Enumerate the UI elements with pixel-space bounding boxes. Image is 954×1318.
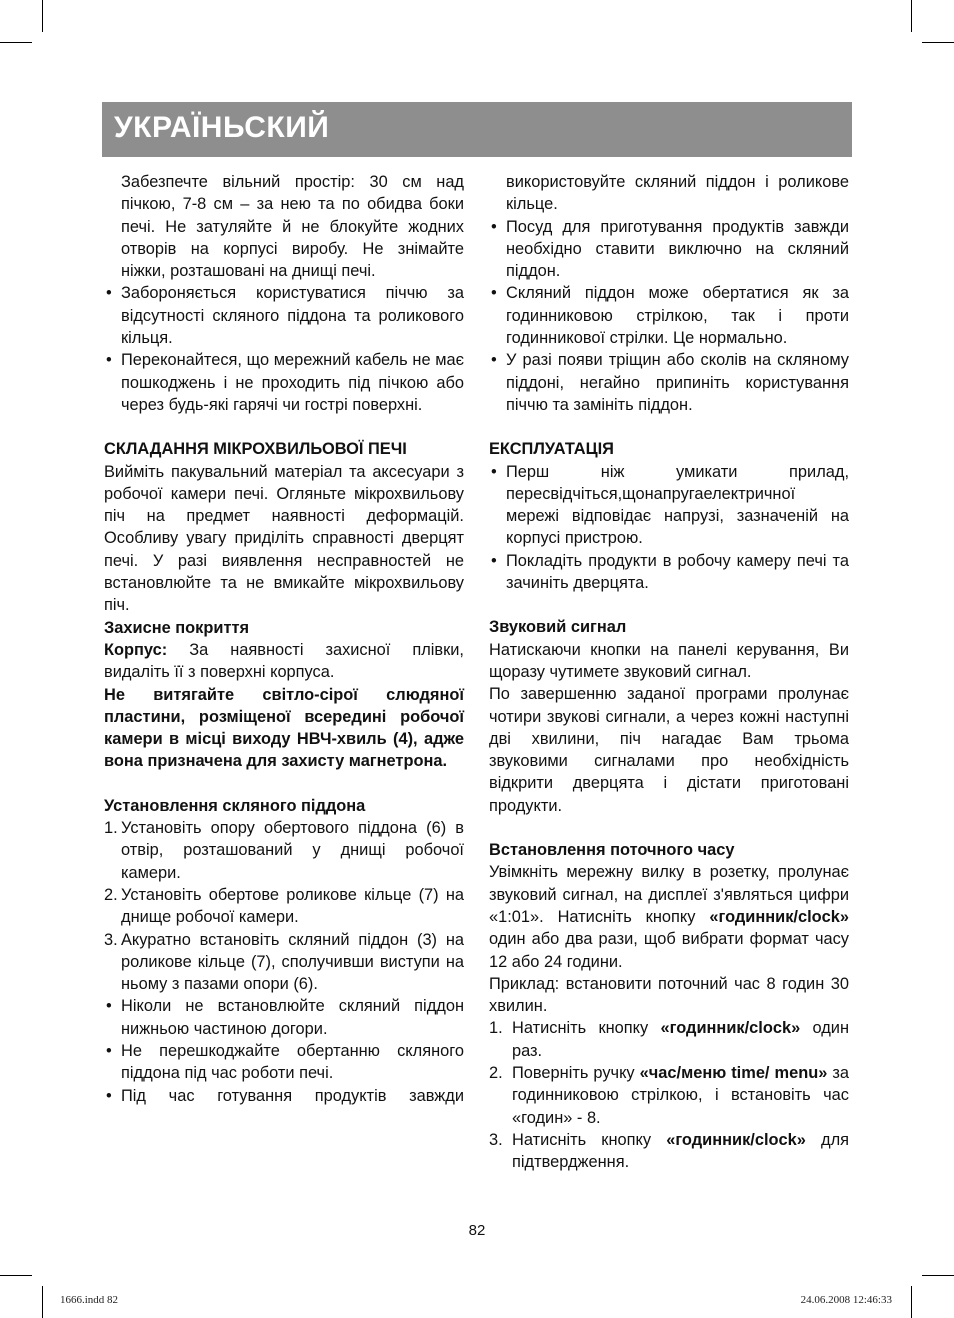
subheading-time: Встановлення поточного часу (489, 841, 735, 860)
bullet-icon: • (106, 1041, 112, 1060)
crop-mark (0, 42, 32, 43)
intro-paragraph: Забезпечте вільний простір: 30 см над пічкою, 7-8 см – за нею та по обидва боки печі. Не затуляйте й не блокуйте жодних отворів на корпусі виробу. Не знімайте ніжки, розташовані на днищі печі. (121, 173, 464, 281)
list-item: • У разі появи тріщин або сколів на скляному піддоні, негайно припиніть користування піччю та замініть піддон. (491, 351, 849, 414)
crop-mark (42, 0, 43, 32)
crop-mark (911, 0, 912, 32)
subheading-coating: Захисне покриття (104, 618, 250, 637)
subheading-sound: Звуковий сигнал (489, 618, 627, 637)
time-paragraph: Увімкніть мережну вилку в розетку, пролунає звуковий сигнал, на дисплеї з'являться цифри «1:01». Натисніть кнопку «годинник/clock» один або два рази, щоб вибрати формат часу 12 або 24 години. (489, 863, 850, 971)
list-item: • Не перешкоджайте обертанню скляного піддона під час роботи печі. (106, 1041, 464, 1083)
list-item: • Покладіть продукти в робочу камеру печі та зачиніть дверцята. (491, 551, 849, 593)
numbered-item: 3. Натисніть кнопку «годинник/clock» для підтвердження. (489, 1130, 850, 1172)
bullet-icon: • (491, 551, 497, 570)
list-item: • Під час готування продуктів завжди (104, 1085, 464, 1107)
list-item: • Скляний піддон може обертатися як за годинниковою стрілкою, так і проти годинникової стрілки. Це нормально. (491, 284, 849, 348)
warning-paragraph: Не витягайте світло-сірої слюдяної пластини, розміщеної всередині робочої камери в місці виходу НВЧ-хвиль (4), адже вона призначена для захисту магнетрона. (104, 685, 464, 771)
coating-paragraph: Корпус: За наявності захисної плівки, видаліть її з поверхні корпуса. (104, 640, 464, 682)
numbered-item: 3. Акуратно встановіть скляний піддон (3) на роликове кільце (7), сполучивши виступи на ньому з пазами опори (6). (104, 930, 464, 994)
crop-mark (911, 1286, 912, 1318)
example-paragraph: Приклад: встановити поточний час 8 годин 30 хвилин. (489, 974, 849, 1016)
list-item: • Забороняється користуватися піччю за відсутності скляного піддона та роликового кільця. (106, 284, 464, 348)
page-title: УКРАЇНЬСКИЙ (114, 111, 330, 144)
list-item: • Перш ніж умикати прилад, пересвідчіться,щонапругаелектричної мережі відповідає напрузі, зазначеній на корпусі пристрою. (491, 462, 849, 548)
section-heading-assembly: СКЛАДАННЯ МІКРОХВИЛЬОВОЇ ПЕЧІ (104, 440, 407, 459)
crop-mark (922, 42, 954, 43)
bullet-icon: • (491, 284, 497, 303)
continued-paragraph: використовуйте скляний піддон і роликове кільце. (506, 173, 849, 214)
bullet-icon: • (491, 351, 497, 370)
crop-mark (0, 1275, 32, 1276)
section-heading-operation: ЕКСПЛУАТАЦІЯ (489, 440, 614, 459)
file-slug: 1666.indd 82 (60, 1294, 119, 1306)
bullet-icon: • (491, 462, 497, 481)
language-banner (102, 102, 852, 157)
assembly-paragraph: Вийміть пакувальний матеріал та аксесуари з робочої камери печі. Огляньте мікрохвильову піч на предмет наявності деформацій. Особливу увагу приділіть справності дверцят печі. У разі виявлення несправностей не встановлюйте та не вмикайте мікрохвильову піч. (104, 462, 464, 615)
subheading-tray: Установлення скляного піддона (104, 796, 366, 815)
numbered-item: 2. Установіть обертове роликове кільце (7) на днище робочої камери. (104, 885, 464, 927)
page-number: 82 (468, 1222, 486, 1239)
left-column (104, 171, 464, 1107)
numbered-item: 2. Поверніть ручку «час/меню time/ menu» за годинниковою стрілкою, і встановіть час «годин» - 8. (489, 1063, 850, 1127)
right-column (489, 171, 849, 1173)
numbered-item: 1. Установіть опору обертового піддона (6) в отвір, розташований у днищі робочої камери. (104, 819, 464, 882)
sound-paragraph-1: Натискаючи кнопки на панелі керування, Ви щоразу чутимете звуковий сигнал. (489, 640, 849, 681)
bullet-icon: • (106, 1086, 112, 1105)
list-item: • Ніколи не встановлюйте скляний піддон нижньою частиною догори. (106, 997, 464, 1038)
crop-mark (42, 1286, 43, 1318)
bullet-icon: • (106, 997, 112, 1016)
list-item: • Переконайтеся, що мережний кабель не має пошкоджень і не проходить під пічкою або через будь-які гарячі чи гострі поверхні. (106, 351, 464, 414)
numbered-item: 1. Натисніть кнопку «годинник/clock» один раз. (489, 1019, 849, 1060)
crop-mark (922, 1275, 954, 1276)
bullet-icon: • (491, 217, 497, 236)
list-item: • Посуд для приготування продуктів завжди необхідно ставити виключно на скляний піддон. (491, 217, 849, 281)
bullet-icon: • (106, 284, 112, 303)
sound-paragraph-2: По завершенню заданої програми пролунає чотири звукові сигнали, а через кожні наступні дві хвилини, піч нагадає Вам трьома звуковими сигналами про необхідність відкрити дверцята і дістати приготовані продукти. (489, 685, 849, 815)
date-slug: 24.06.2008 12:46:33 (800, 1294, 892, 1306)
bullet-icon: • (106, 351, 112, 370)
